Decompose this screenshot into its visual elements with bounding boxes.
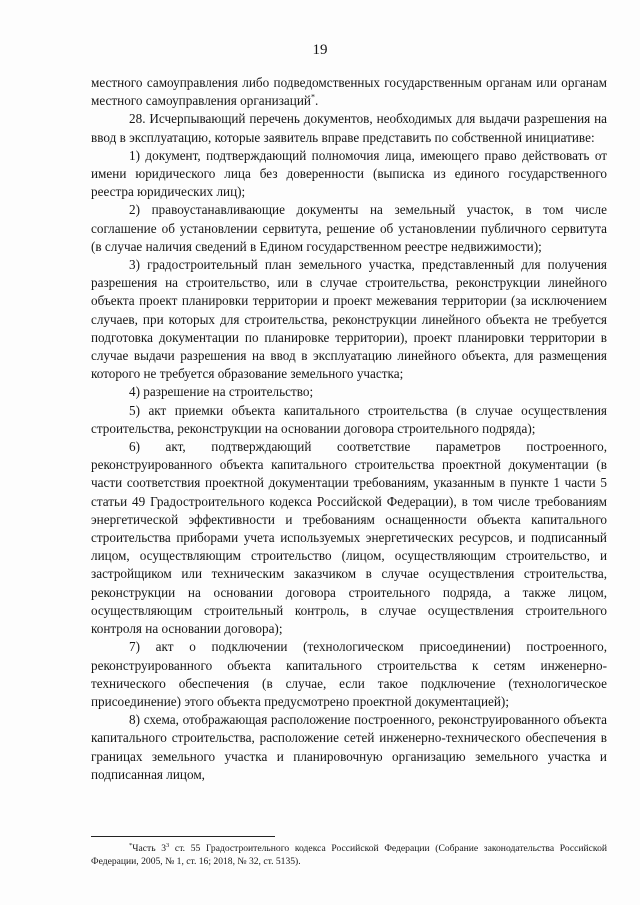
list-item-3: 3) градостроительный план земельного участка, представленный для получения разрешения на строительство, или в случае строительства, реконструкции линейного объекта проект планировки территории и проект межевания территории (за исключением случаев, при которых для строительства, реконструкции линейного объекта не требуется подготовка документации по планировке территории), проект планировки территории в случае выдачи разрешения на ввод в эксплуатацию линейного объекта, для размещения которого не требуется образование земельного участка; bbox=[91, 257, 607, 382]
paragraph-28: 28. Исчерпывающий перечень документов, необходимых для выдачи разрешения на ввод в эксплуатацию, которые заявитель вправе представить по собственной инициативе: bbox=[91, 111, 607, 145]
list-item-8: 8) схема, отображающая расположение построенного, реконструированного объекта капитального строительства, расположение сетей инженерно-технического обеспечения в границах земельного участка и планировочную организацию земельного участка и подписанная лицом, bbox=[91, 712, 607, 782]
list-item-5: 5) акт приемки объекта капитального строительства (в случае осуществления строительства, реконструкции на основании договора строительного подряда); bbox=[91, 402, 607, 436]
list-item-1: 1) документ, подтверждающий полномочия лица, имеющего право действовать от имени юридического лица без доверенности (выписка из единого государственного реестра юридических лиц); bbox=[91, 147, 607, 200]
list-item-2: 2) правоустанавливающие документы на земельный участок, в том числе соглашение об установлении сервитута, решение об установлении публичного сервитута (в случае наличия сведений в Едином государственном реестре недвижимости); bbox=[91, 202, 607, 254]
document-body bbox=[91, 74, 607, 784]
page-number: 19 bbox=[312, 42, 328, 58]
list-item-4: 4) разрешение на строительство; bbox=[129, 384, 314, 400]
footnote-reference: * bbox=[310, 92, 315, 102]
footnote bbox=[91, 842, 607, 868]
paragraph-end: . bbox=[314, 93, 319, 109]
list-item-7: 7) акт о подключении (технологическом присоединении) построенного, реконструированного объекта капитального строительства к сетям инженерно-технического обеспечения (в случае, если такое подключение (технологическое присоединение) этого объекта предусмотрено проектной документацией); bbox=[91, 639, 607, 709]
paragraph-continuation bbox=[91, 74, 607, 110]
footnote-text-end: ст. 55 Градостроительного кодекса Российской Федерации (Собрание законодательства Российской Федерации, 2005, № 1, ст. 16; 2018, № 32, ст. 5135). bbox=[91, 843, 608, 867]
footnote-superscript: 3 bbox=[166, 841, 170, 849]
paragraph-text: местного самоуправления либо подведомственных государственным органам или органам местного самоуправления организаций bbox=[91, 75, 607, 109]
footnote-mark: * bbox=[129, 841, 133, 849]
footnote-text-start: Часть 3 bbox=[132, 843, 167, 854]
list-item-6: 6) акт, подтверждающий соответствие параметров построенного, реконструированного объекта капитального строительства проектной документации (в части соответствия проектной документации требованиям, указанным в пункте 1 части 5 статьи 49 Градостроительного кодекса Российской Федерации), в том числе требованиям энергетической эффективности и требованиям оснащенности объекта капитального строительства приборами учета используемых энергетических ресурсов, и подписанный лицом, осуществляющим строительство (лицом, осуществляющим строительство, и застройщиком или техническим заказчиком в случае осуществления строительства, реконструкции на основании договора строительного подряда, а также лицом, осуществляющим строительный контроль, в случае осуществления строительного контроля на основании договора); bbox=[91, 439, 607, 637]
footnote-divider bbox=[91, 836, 275, 837]
